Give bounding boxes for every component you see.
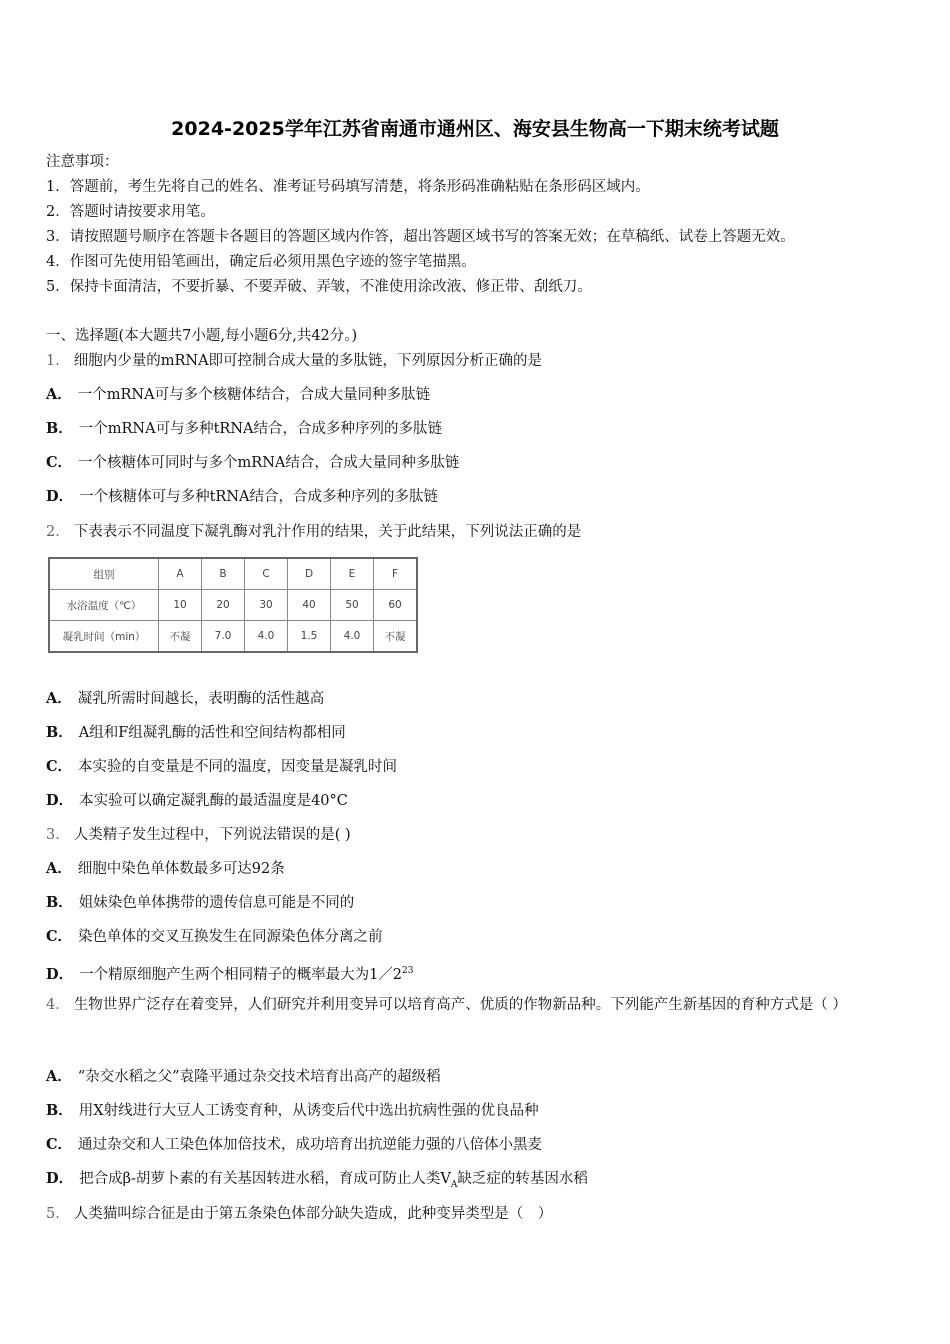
option-c: C． 一个核糖体可同时与多个mRNA结合，合成大量同种多肽链 <box>46 454 460 471</box>
table-cell: 40 <box>288 590 331 621</box>
table-cell: 20 <box>202 590 245 621</box>
question-4 <box>46 987 908 1024</box>
question-stem: 人类猫叫综合征是由于第五条染色体部分缺失造成，此种变异类型是（ ） <box>73 1206 553 1222</box>
table-cell: 4.0 <box>331 621 374 653</box>
table-cell: A <box>159 558 202 590</box>
notice-item: 5．保持卡面清洁，不要折暴、不要弄破、弄皱，不准使用涂改液、修正带、刮纸刀。 <box>46 279 592 295</box>
question-2 <box>46 522 581 542</box>
option-a: A． 一个mRNA可与多个核糖体结合，合成大量同种多肽链 <box>46 386 431 403</box>
table-cell: E <box>331 558 374 590</box>
table-cell: B <box>202 558 245 590</box>
table-cell: 10 <box>159 590 202 621</box>
option-a: A． 凝乳所需时间越长，表明酶的活性越高 <box>46 690 325 707</box>
notice-item: 4．作图可先使用铅笔画出，确定后必须用黑色字迹的签字笔描黑。 <box>46 254 476 270</box>
question-5 <box>46 1204 552 1224</box>
table-cell: 不凝 <box>159 621 202 653</box>
table-cell: 4.0 <box>245 621 288 653</box>
notice-item: 2．答题时请按要求用笔。 <box>46 204 215 220</box>
table-cell: F <box>374 558 418 590</box>
option-d: D． 一个核糖体可与多种tRNA结合，合成多种序列的多肽链 <box>46 488 438 505</box>
table-cell: 不凝 <box>374 621 418 653</box>
question-stem: 生物世界广泛存在着变异，人们研究并利用变异可以培育高产、优质的作物新品种。下列能产生新基因的育种方式是（ ） <box>73 997 847 1013</box>
section-heading: 一、选择题(本大题共7小题,每小题6分,共42分。) <box>46 328 358 344</box>
notice-item: 3．请按照题号顺序在答题卡各题目的答题区域内作答，超出答题区域书写的答案无效；在草稿纸、试卷上答题无效。 <box>46 229 795 245</box>
option-c: C． 通过杂交和人工染色体加倍技术，成功培育出抗逆能力强的八倍体小黑麦 <box>46 1136 543 1153</box>
table-cell: 水浴温度（℃） <box>49 590 159 621</box>
question-stem: 细胞内少量的mRNA即可控制合成大量的多肽链，下列原因分析正确的是 <box>73 353 543 369</box>
question-number: 1． <box>46 353 70 369</box>
table-cell: 50 <box>331 590 374 621</box>
option-b: B． 姐妹染色单体携带的遗传信息可能是不同的 <box>46 894 355 911</box>
table-cell: 30 <box>245 590 288 621</box>
option-a: A． 细胞中染色单体数最多可达92条 <box>46 860 285 877</box>
table-cell: D <box>288 558 331 590</box>
question-stem: 下表表示不同温度下凝乳酶对乳汁作用的结果，关于此结果，下列说法正确的是 <box>73 524 582 540</box>
option-c: C． 本实验的自变量是不同的温度，因变量是凝乳时间 <box>46 758 398 775</box>
data-table <box>48 557 418 653</box>
table-cell: 凝乳时间（min） <box>49 621 159 653</box>
question-number: 4． <box>46 997 70 1013</box>
table-cell: 7.0 <box>202 621 245 653</box>
question-3 <box>46 825 351 845</box>
option-d: D． 把合成β-胡萝卜素的有关基因转进水稻，育成可防止人类$V_A$缺乏症的转基因水稻 <box>46 1170 588 1190</box>
table-row <box>49 621 417 653</box>
table-cell: 组别 <box>49 558 159 590</box>
question-number: 3． <box>46 827 70 843</box>
question-number: 2． <box>46 524 70 540</box>
table-cell: 60 <box>374 590 418 621</box>
option-c: C． 染色单体的交叉互换发生在同源染色体分离之前 <box>46 928 383 945</box>
notice-heading: 注意事项： <box>46 154 119 170</box>
option-d: D． 本实验可以确定凝乳酶的最适温度是40°C <box>46 792 348 809</box>
option-b: B． A组和F组凝乳酶的活性和空间结构都相同 <box>46 724 346 741</box>
notice-item: 1．答题前，考生先将自己的姓名、准考证号码填写清楚，将条形码准确粘贴在条形码区域内。 <box>46 179 650 195</box>
question-stem: 人类精子发生过程中，下列说法错误的是( ) <box>73 827 351 843</box>
option-b: B． 一个mRNA可与多种tRNA结合，合成多种序列的多肽链 <box>46 420 442 437</box>
option-d: D． 一个精原细胞产生两个相同精子的概率最大为$1/2^{23}$ <box>46 965 414 983</box>
table-cell: 1.5 <box>288 621 331 653</box>
option-b: B． 用X射线进行大豆人工诱变育种，从诱变后代中选出抗病性强的优良品种 <box>46 1102 539 1119</box>
page-title: 2024-2025学年江苏省南通市通州区、海安县生物高一下期末统考试题 <box>171 118 779 140</box>
question-1 <box>46 351 542 371</box>
table-cell: C <box>245 558 288 590</box>
option-a: A． “杂交水稻之父”袁隆平通过杂交技术培育出高产的超级稻 <box>46 1068 441 1085</box>
table-row <box>49 558 417 590</box>
question-number: 5． <box>46 1206 70 1222</box>
table-row <box>49 590 417 621</box>
